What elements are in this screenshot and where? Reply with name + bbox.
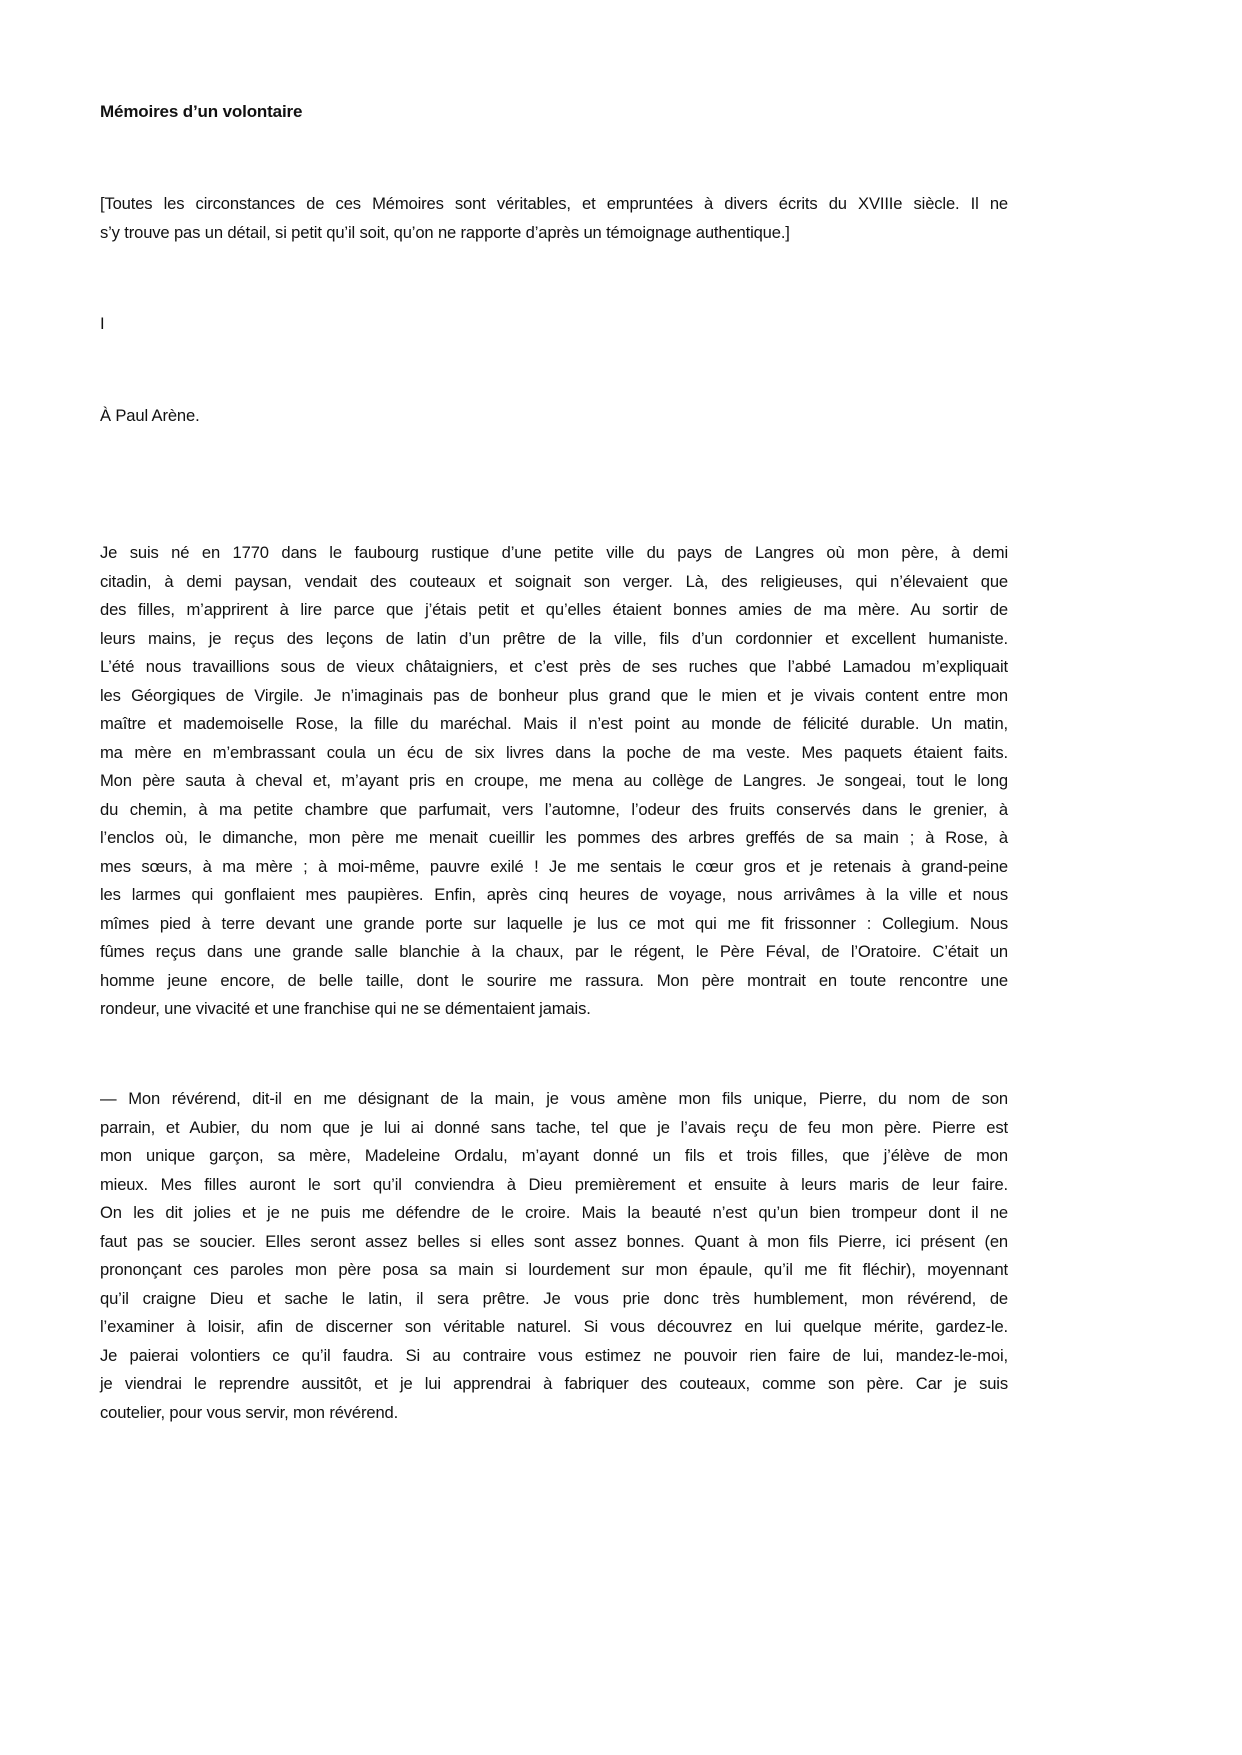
text-line: On les dit jolies et je ne puis me défendre de le croire. Mais la beauté n’est qu’un bien trompeur dont il ne — [100, 1203, 1008, 1222]
text-line: citadin, à demi paysan, vendait des couteaux et soignait son verger. Là, des religieuses, qui n’élevaient que — [100, 571, 1008, 591]
text-line: [Toutes les circonstances de ces Mémoires sont véritables, et empruntées à divers écrits du XVIIIe siècle. Il ne — [100, 194, 1008, 213]
text-line: des filles, m’apprirent à lire parce que j’étais petit et qu’elles étaient bonnes amies de ma mère. Au sortir de — [100, 600, 1008, 619]
text-line: du chemin, à ma petite chambre que parfumait, vers l’automne, l’odeur des fruits conservés dans le grenier, à — [100, 799, 1008, 819]
text-line: s’y trouve pas un détail, si petit qu’il soit, qu’on ne rapporte d’après un témoignage authentique.] — [100, 222, 790, 242]
text-line: leurs mains, je reçus des leçons de latin d’un prêtre de la ville, fils d’un cordonnier et excellent humaniste. — [100, 628, 1008, 648]
text-line: rondeur, une vivacité et une franchise qui ne se démentaient jamais. — [100, 999, 591, 1018]
text-line: Je suis né en 1770 dans le faubourg rustique d’une petite ville du pays de Langres où mon père, à demi — [100, 543, 1008, 562]
text-line: qu’il craigne Dieu et sache le latin, il sera prêtre. Je vous prie donc très humblement, mon révérend, de — [100, 1288, 1008, 1308]
text-line: L’été nous travaillions sous de vieux châtaigniers, et c’est près de ses ruches que l’abbé Lamadou m’expliquait — [100, 657, 1008, 676]
text-line: les Géorgiques de Virgile. Je n’imaginais pas de bonheur plus grand que le mien et je vivais content entre mon — [100, 685, 1008, 705]
text-line: Mon père sauta à cheval et, m’ayant pris en croupe, me mena au collège de Langres. Je songeai, tout le long — [100, 771, 1008, 790]
text-line: mes sœurs, à ma mère ; à moi-même, pauvre exilé ! Je me sentais le cœur gros et je retenais à grand-peine — [100, 856, 1008, 876]
text-line: prononçant ces paroles mon père posa sa main si lourdement sur mon épaule, qu’il me fit fléchir), moyennant — [100, 1260, 1008, 1279]
chapter-number: I — [100, 314, 105, 333]
chapter-heading-block — [100, 310, 1008, 339]
paragraph-1 — [100, 539, 1008, 1024]
text-line: les larmes qui gonflaient mes paupières. Enfin, après cinq heures de voyage, nous arrivâmes à la ville et nous — [100, 885, 1008, 904]
dedication-block — [100, 402, 1008, 431]
paragraph-2 — [100, 1085, 1008, 1427]
text-line: fûmes reçus dans une grande salle blanchie à la chaux, par le régent, le Père Féval, de l’Oratoire. C’était un — [100, 942, 1008, 961]
text-line: ma mère en m’embrassant coula un écu de six livres dans la poche de ma veste. Mes paquets étaient faits. — [100, 742, 1008, 762]
preface — [100, 190, 1008, 247]
text-line: faut pas se soucier. Elles seront assez belles si elles sont assez bonnes. Quant à mon fils Pierre, ici présent (en — [100, 1231, 1008, 1251]
text-line: je viendrai le reprendre aussitôt, et je lui apprendrai à fabriquer des couteaux, comme son père. Car je suis — [100, 1374, 1008, 1393]
dedication: À Paul Arène. — [100, 406, 200, 425]
document-title-block — [100, 98, 1008, 127]
text-line: — Mon révérend, dit-il en me désignant de la main, je vous amène mon fils unique, Pierre, du nom de son — [100, 1089, 1008, 1108]
text-line: l’examiner à loisir, afin de discerner son véritable naturel. Si vous découvrez en lui quelque mérite, gardez-le. — [100, 1317, 1008, 1336]
text-line: coutelier, pour vous servir, mon révérend. — [100, 1402, 399, 1422]
text-line: homme jeune encore, de belle taille, dont le sourire me rassura. Mon père montrait en toute rencontre une — [100, 970, 1008, 990]
text-line: parrain, et Aubier, du nom que je lui ai donné sans tache, tel que je l’avais reçu de feu mon père. Pierre est — [100, 1117, 1008, 1137]
text-line: l’enclos où, le dimanche, mon père me menait cueillir les pommes des arbres greffés de sa main ; à Rose, à — [100, 828, 1008, 847]
text-line: mieux. Mes filles auront le sort qu’il conviendra à Dieu premièrement et ensuite à leurs maris de leur faire. — [100, 1174, 1008, 1194]
document-title: Mémoires d’un volontaire — [100, 102, 303, 121]
text-line: mon unique garçon, sa mère, Madeleine Ordalu, m’ayant donné un fils et trois filles, que j’élève de mon — [100, 1146, 1008, 1165]
text-line: Je paierai volontiers ce qu’il faudra. Si au contraire vous estimez ne pouvoir rien faire de lui, mandez-le-moi, — [100, 1345, 1008, 1365]
text-line: maître et mademoiselle Rose, la fille du maréchal. Mais il n’est point au monde de félicité durable. Un matin, — [100, 714, 1008, 733]
text-line: mîmes pied à terre devant une grande porte sur laquelle je lus ce mot qui me fit frissonner : Collegium. Nous — [100, 913, 1008, 933]
